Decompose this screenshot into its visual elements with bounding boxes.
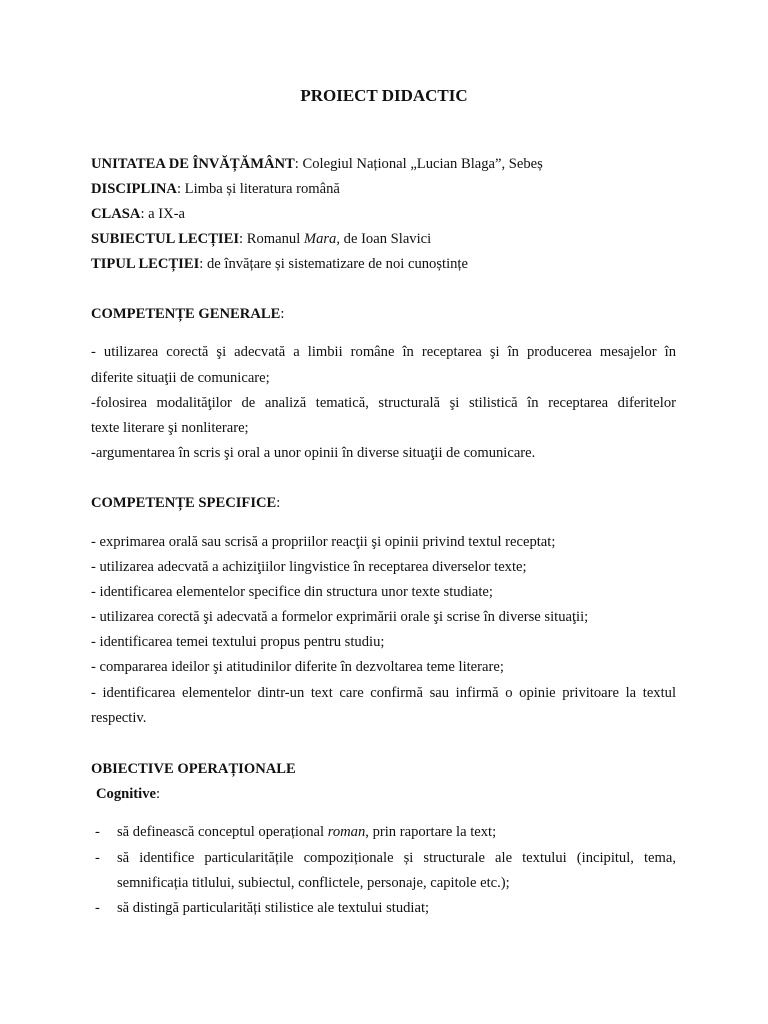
bullet-dash-3: -	[95, 900, 100, 916]
cs-line-1: - exprimarea orală sau scrisă a propriilor reacţii şi opinii privind textul receptat;	[91, 534, 556, 550]
tipul-label: TIPUL LECȚIEI	[91, 256, 200, 272]
obiectiv-1	[117, 823, 676, 841]
disciplina-value: : Limba și literatura română	[176, 181, 340, 197]
competente-generale-heading-line	[91, 305, 676, 323]
competente-specifice-colon: :	[276, 495, 281, 511]
subiect-value-pre: : Romanul	[239, 231, 304, 247]
cg-line-1: - utilizarea corectă şi adecvată a limbii române în receptarea şi în producerea mesajelor în	[91, 344, 676, 360]
cs-line-2: - utilizarea adecvată a achiziţiilor lingvistice în receptarea diverselor texte;	[91, 559, 527, 575]
cs-line-4: - utilizarea corectă şi adecvată a formelor exprimării orale şi scrise în diverse situaţii;	[91, 609, 589, 625]
info-disciplina	[91, 180, 676, 198]
obiectiv-1-italic: roman	[327, 824, 366, 840]
subiect-value-post: , de Ioan Slavici	[336, 231, 432, 247]
info-clasa	[91, 205, 676, 223]
bullet-dash-1: -	[95, 824, 100, 840]
tipul-value: : de învățare și sistematizare de noi cunoștințe	[199, 256, 468, 272]
cs-line-6: - compararea ideilor şi atitudinilor diferite în dezvoltarea teme literare;	[91, 659, 504, 675]
competente-generale-heading: COMPETENȚE GENERALE	[91, 306, 281, 322]
info-subiect	[91, 230, 676, 248]
unitate-label: UNITATEA DE ÎNVĂȚĂMÂNT	[91, 156, 295, 172]
cs-line-5: - identificarea temei textului propus pentru studiu;	[91, 634, 385, 650]
cognitive-label: Cognitive	[96, 786, 156, 802]
info-unitate	[91, 155, 676, 173]
cs-line-7: - identificarea elementelor dintr-un text care confirmă sau infirmă o opinie privitoare la textul	[91, 685, 676, 701]
competente-generale-colon: :	[280, 306, 285, 322]
obiectiv-1-pre: să definească conceptul operațional	[117, 824, 328, 840]
disciplina-label: DISCIPLINA	[91, 181, 177, 197]
obiectiv-1-post: , prin raportare la text;	[365, 824, 497, 840]
obiectiv-3: să distingă particularități stilistice ale textului studiat;	[117, 900, 430, 916]
cg-line-3: -folosirea modalităţilor de analiză tematică, structurală şi stilistică în receptarea diferitelor	[91, 395, 676, 411]
page-title: PROIECT DIDACTIC	[300, 86, 468, 105]
obiectiv-2-line-2: semnificația titlului, subiectul, conflictele, personaje, capitole etc.);	[117, 875, 510, 891]
cg-line-5: -argumentarea în scris şi oral a unor opinii în diverse situaţii de comunicare.	[91, 445, 536, 461]
bullet-dash-2: -	[95, 850, 100, 866]
competente-specifice-heading: COMPETENȚE SPECIFICE	[91, 495, 277, 511]
subiect-label: SUBIECTUL LECȚIEI	[91, 231, 240, 247]
cs-line-8: respectiv.	[91, 710, 147, 726]
obiectiv-2-line-1: să identifice particularitățile compoziționale și structurale ale textului (incipitul, tema,	[117, 850, 676, 866]
cg-line-2: diferite situaţii de comunicare;	[91, 370, 270, 386]
unitate-value: : Colegiul Național „Lucian Blaga”, Sebeș	[294, 156, 543, 172]
info-tipul	[91, 255, 676, 273]
cognitive-label-line	[96, 785, 681, 803]
subiect-value-italic: Mara	[303, 231, 337, 247]
clasa-label: CLASA	[91, 206, 141, 222]
cognitive-colon: :	[156, 786, 161, 802]
competente-specifice-heading-line	[91, 494, 676, 512]
clasa-value: : a IX-a	[140, 206, 186, 222]
cs-line-3: - identificarea elementelor specifice din structura unor texte studiate;	[91, 584, 493, 600]
cg-line-4: texte literare şi nonliterare;	[91, 420, 249, 436]
obiective-heading: OBIECTIVE OPERAȚIONALE	[91, 761, 296, 777]
